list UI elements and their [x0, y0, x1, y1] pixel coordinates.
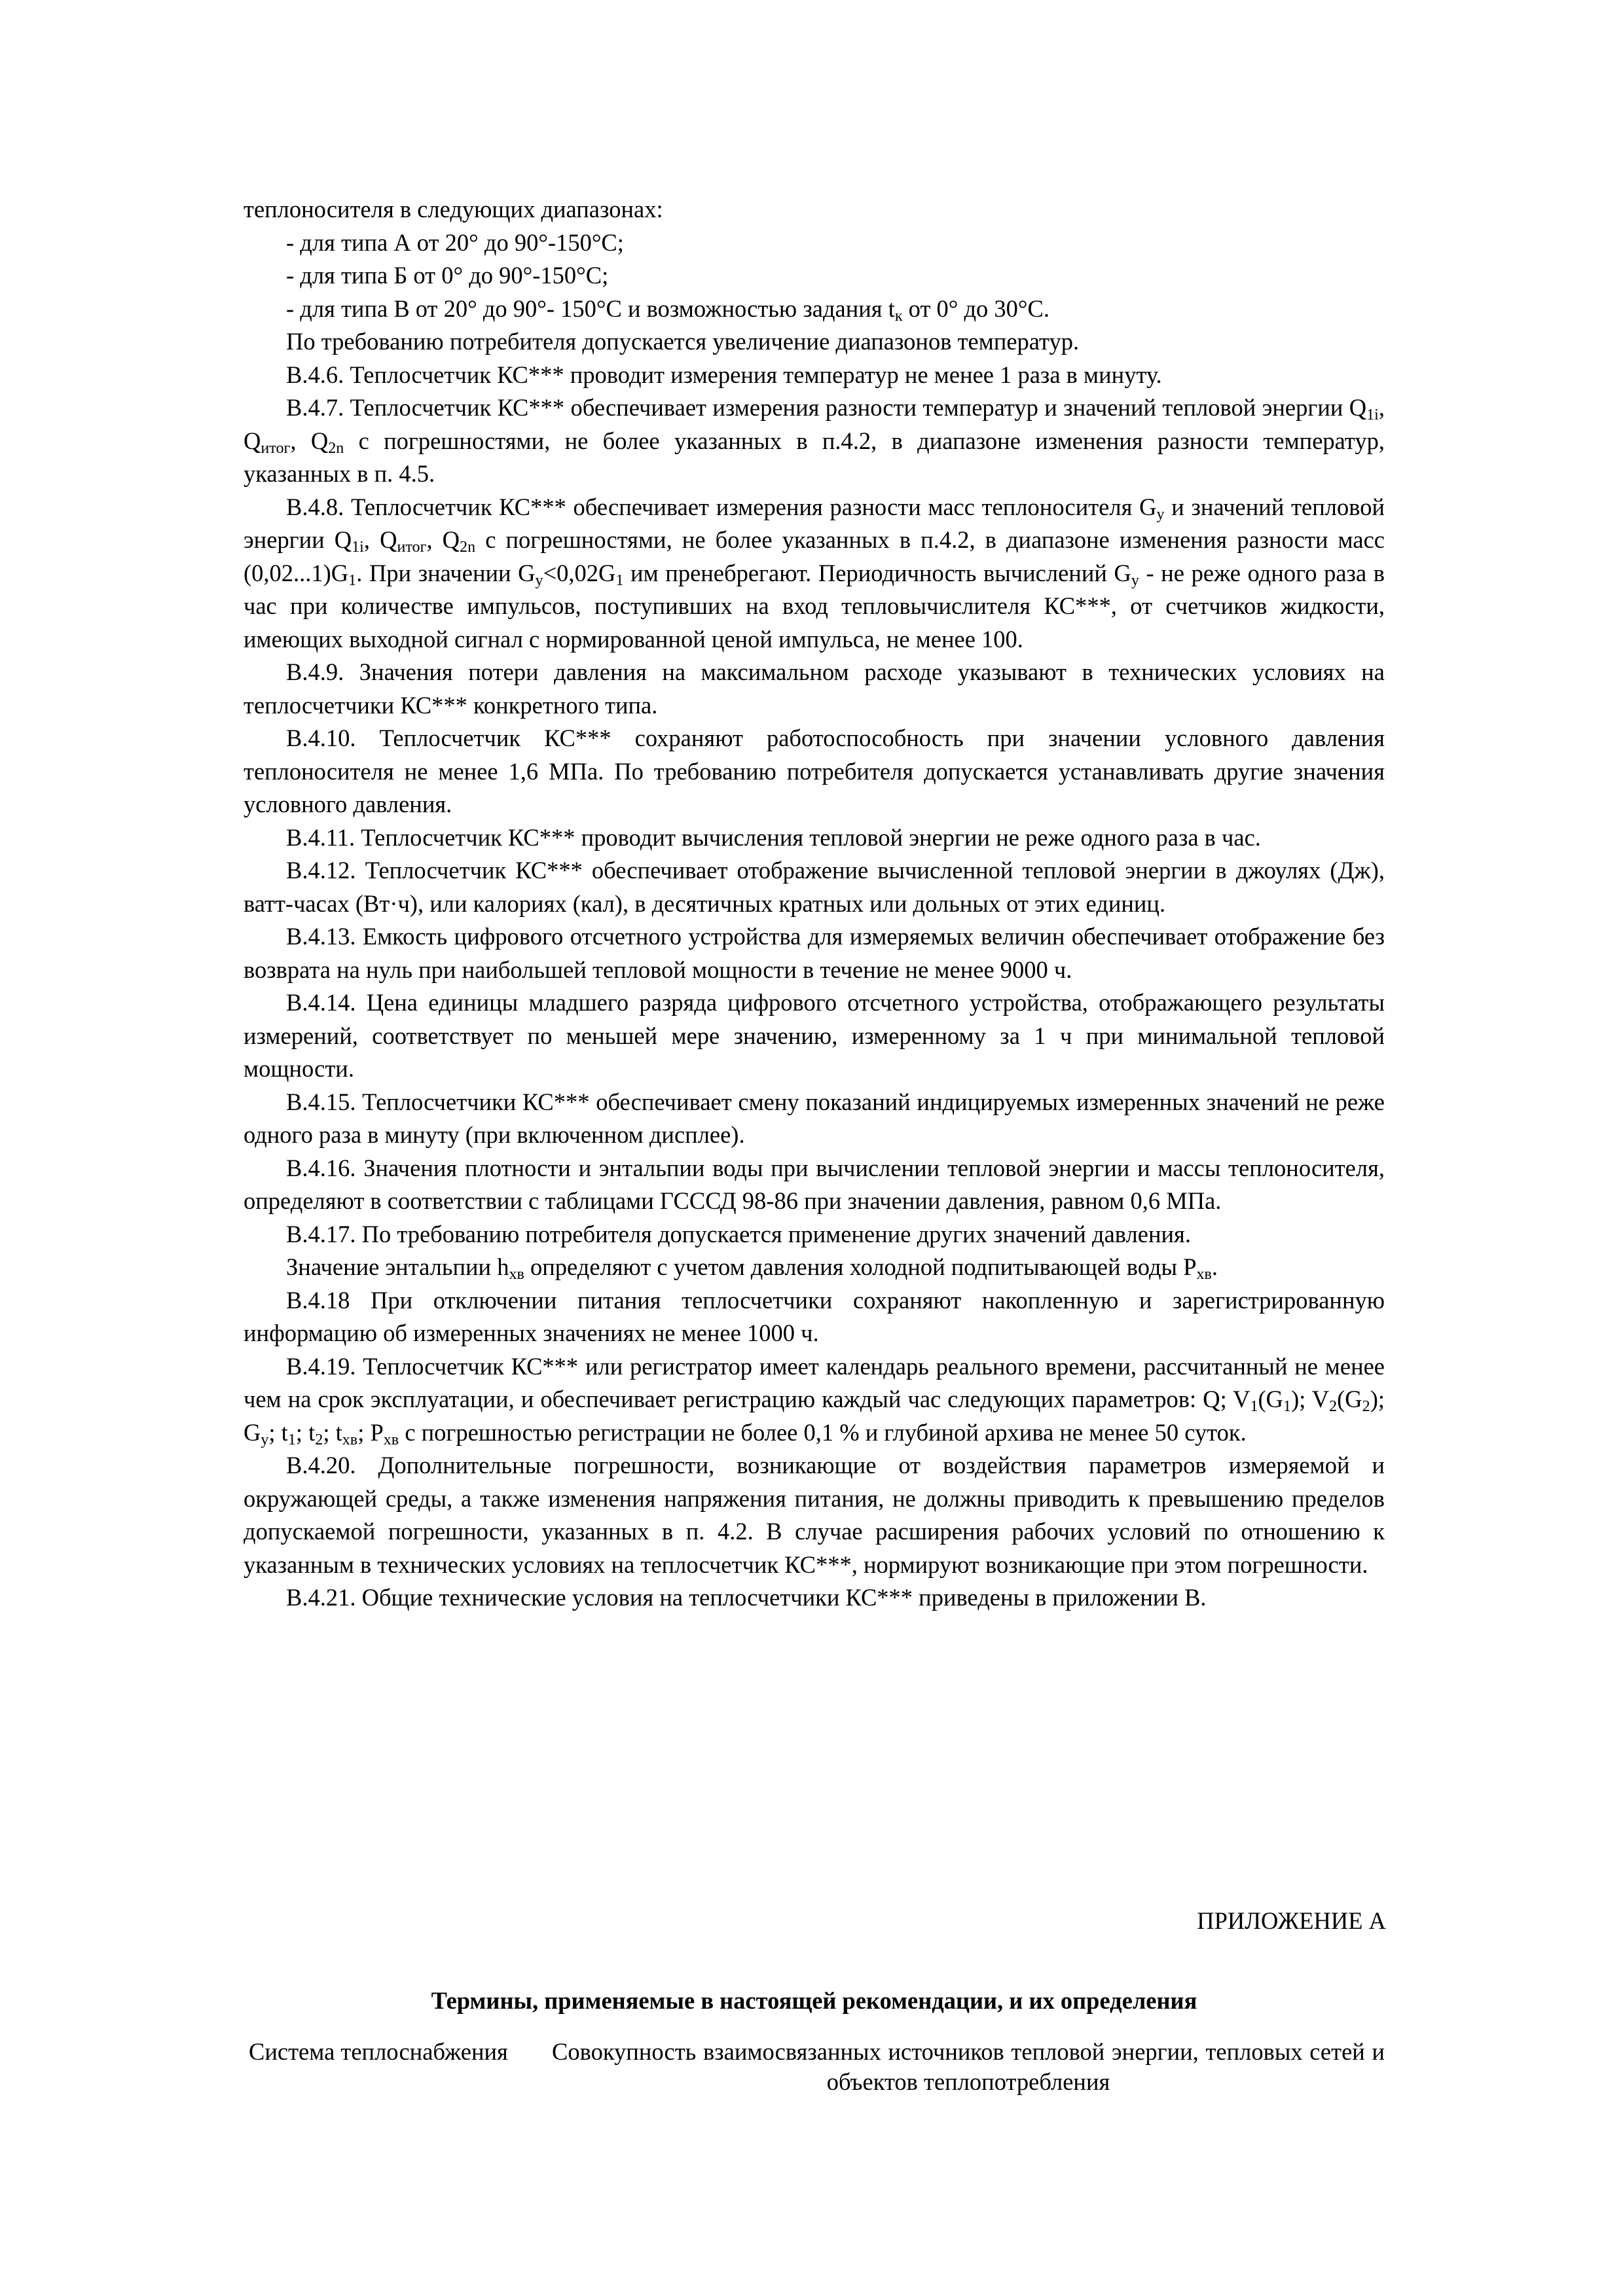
para-b4-14: В.4.14. Цена единицы младшего разряда цифрового отсчетного устройства, отображающего результаты измерений, соответствует по меньшей мере значению, измеренному за 1 ч при минимальной тепловой мощности.	[244, 989, 1385, 1082]
term-name: Система теплоснабжения	[249, 2038, 508, 2065]
para-b4-21: В.4.21. Общие технические условия на теплосчетчики КС*** приведены в приложении В.	[286, 1584, 1207, 1611]
para-b4-15: В.4.15. Теплосчетчики КС*** обеспечивает смену показаний индицируемых измеренных значений не реже одного раза в минуту (при включенном дисплее).	[244, 1088, 1385, 1148]
appendix-label: ПРИЛОЖЕНИЕ А	[1197, 1907, 1386, 1934]
appendix-title: Термины, применяемые в настоящей рекомендации, и их определения	[431, 1987, 1197, 2014]
para-b4-10: В.4.10. Теплосчетчик КС*** сохраняют работоспособность при значении условного давления теплоносителя не менее 1,6 МПа. По требованию потребителя допускается устанавливать другие значения условного давления.	[244, 725, 1385, 817]
para-enthalpy: Значение энтальпии $h_{хв}$ определяют с учетом давления холодной подпитывающей воды $P_{хв}$.	[286, 1253, 1218, 1283]
para-b4-20: В.4.20. Дополнительные погрешности, возникающие от воздействия параметров измеряемой и окружающей среды, а также изменения напряжения питания, не должны приводить к превышению пределов допускаемой погрешности, указанных в п. 4.2. В случае расширения рабочих условий по отношению к указанным в технических условиях на теплосчетчик КС***, нормируют возникающие при этом погрешности.	[244, 1452, 1385, 1578]
para-b4-8: В.4.8. Теплосчетчик КС*** обеспечивает измерения разности масс теплоносителя $G_у$ и значений тепловой энергии $Q_{1i}$, $Q_{итог}$, $Q_{2n}$ с погрешностями, не более указанных в п.4.2, в диапазоне изменения разности масс $(0,02...1)G_1$. При значении $G_у<0,02G_1$ им пренебрегают. Периодичность вычислений $G_у$ - не реже одного раза в час при количестве импульсов, поступивших на вход тепловычислителя КС***, от счетчиков жидкости, имеющих выходной сигнал с нормированной ценой импульса, не менее 100.	[244, 493, 1385, 653]
para-b4-12: В.4.12. Теплосчетчик КС*** обеспечивает отображение вычисленной тепловой энергии в джоулях (Дж), ватт-часах (Вт·ч), или калориях (кал), в десятичных кратных или дольных от этих единиц.	[244, 857, 1385, 917]
body-text	[244, 193, 1385, 1615]
para-b4-18: В.4.18 При отключении питания теплосчетчики сохраняют накопленную и зарегистрированную информацию об измеренных значениях не менее 1000 ч.	[244, 1286, 1385, 1346]
term-definition: Совокупность взаимосвязанных источников тепловой энергии, тепловых сетей и объектов теплопотребления	[552, 2038, 1385, 2095]
intro-line: теплоносителя в следующих диапазонах:	[244, 196, 663, 223]
para-b4-13: В.4.13. Емкость цифрового отсчетного устройства для измеряемых величин обеспечивает отображение без возврата на нуль при наибольшей тепловой мощности в течение не менее 9000 ч.	[244, 923, 1385, 983]
range-type-a: - для типа А от 20° до 90°-150°С;	[286, 228, 624, 256]
para-b4-6: В.4.6. Теплосчетчик КС*** проводит измерения температур не менее 1 раза в минуту.	[286, 361, 1162, 388]
para-b4-11: В.4.11. Теплосчетчик КС*** проводит вычисления тепловой энергии не реже одного раза в час.	[286, 823, 1261, 851]
para-b4-9: В.4.9. Значения потери давления на максимальном расходе указывают в технических условиях на теплосчетчики КС*** конкретного типа.	[244, 658, 1385, 719]
para-b4-17: В.4.17. По требованию потребителя допускается применение других значений давления.	[286, 1220, 1191, 1247]
para-request: По требованию потребителя допускается увеличение диапазонов температур.	[286, 328, 1080, 355]
para-b4-19: В.4.19. Теплосчетчик КС*** или регистратор имеет календарь реального времени, рассчитанный не менее чем на срок эксплуатации, и обеспечивает регистрацию каждый час следующих параметров: Q; $V_1(G_1)$; $V_2(G_2)$; $G_у$; $t_1$; $t_2$; $t_{хв}$; $P_{хв}$ с погрешностью регистрации не более 0,1 % и глубиной архива не менее 50 суток.	[244, 1352, 1385, 1448]
para-b4-7: В.4.7. Теплосчетчик КС*** обеспечивает измерения разности температур и значений тепловой энергии $Q_{1i}$, $Q_{итог}$, $Q_{2n}$ с погрешностями, не более указанных в п.4.2, в диапазоне изменения разности температур, указанных в п. 4.5.	[244, 394, 1385, 487]
range-type-c: - для типа В от 20° до 90°- 150°С и возможностью задания $t_к$ от 0° до 30°С.	[286, 295, 1050, 325]
para-b4-16: В.4.16. Значения плотности и энтальпии воды при вычислении тепловой энергии и массы теплоносителя, определяют в соответствии с таблицами ГСССД 98-86 при значении давления, равном 0,6 МПа.	[244, 1154, 1385, 1214]
range-type-b: - для типа Б от 0° до 90°-150°С;	[286, 262, 609, 289]
